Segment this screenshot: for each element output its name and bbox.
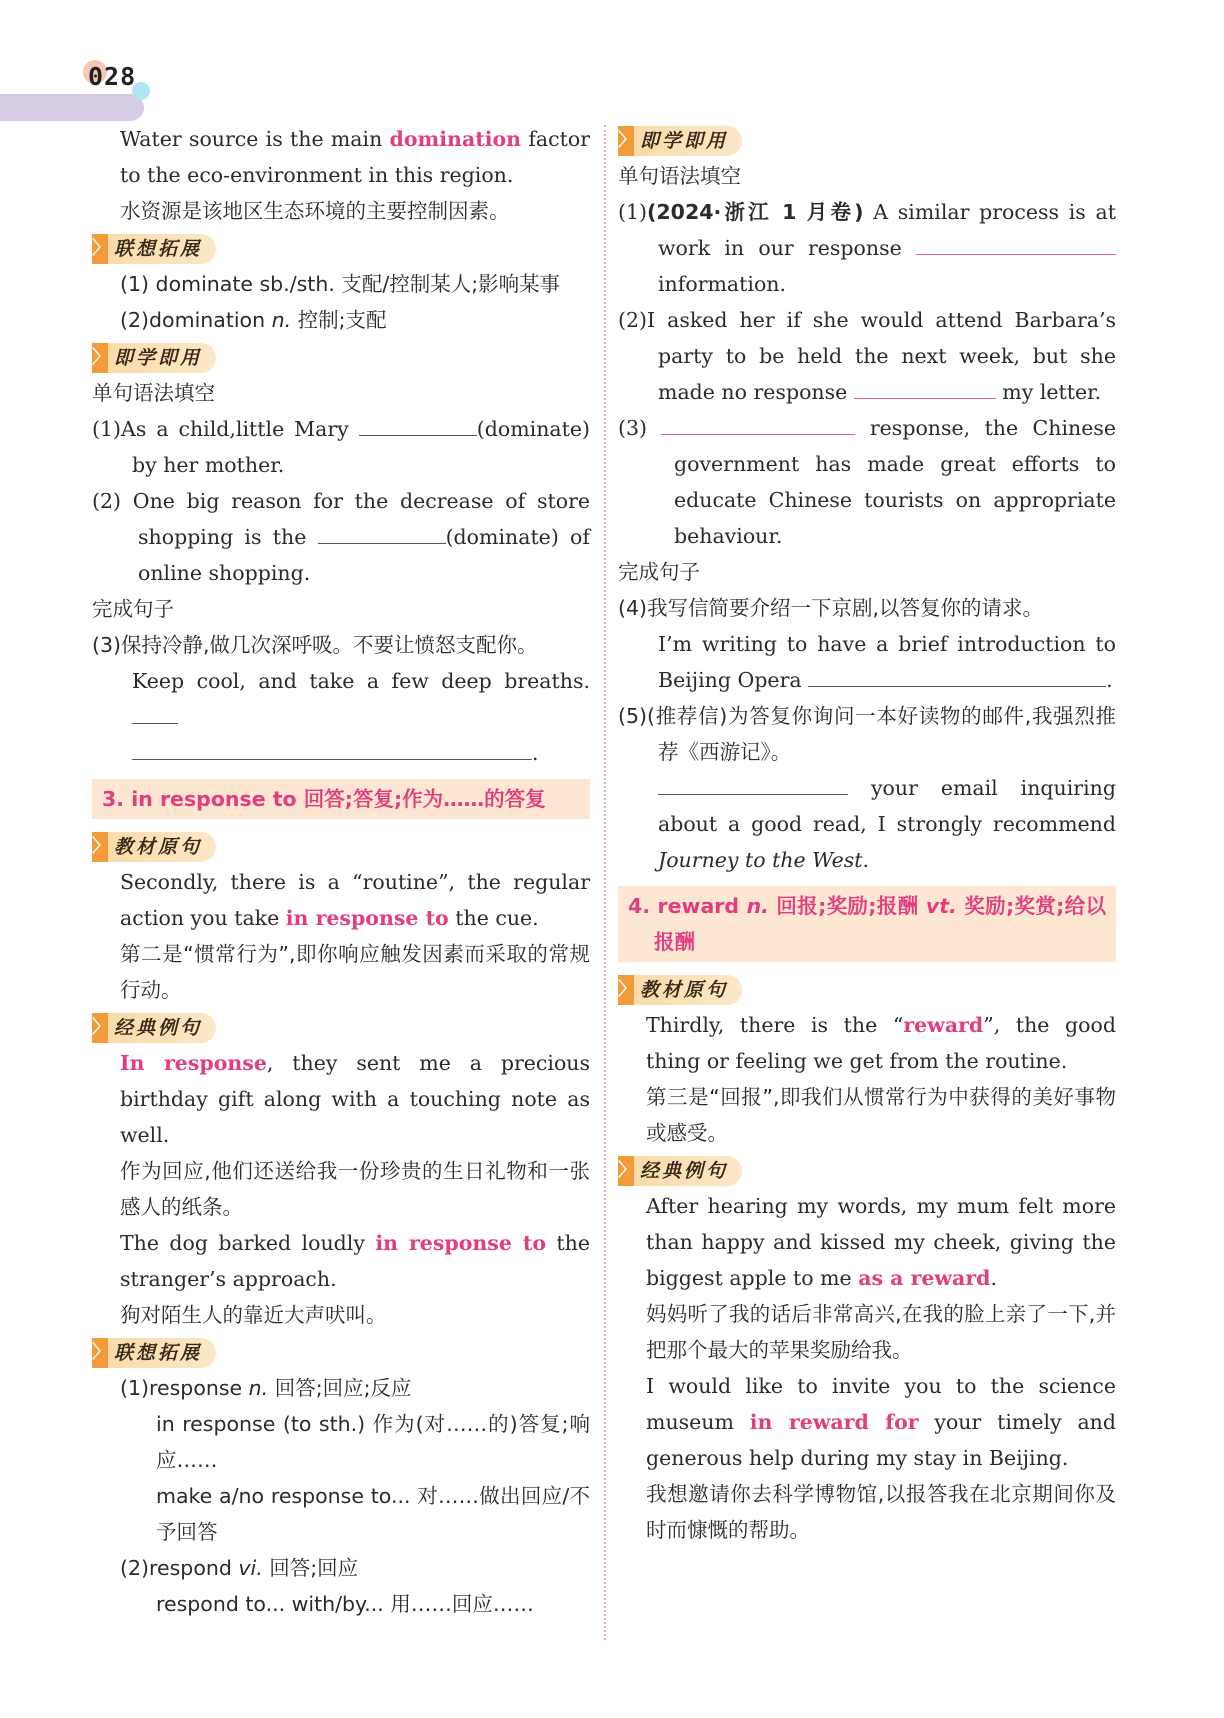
extension-detail: make a/no response to... 对……做出回应/不予回答 [156,1484,590,1544]
example-sentence: The dog barked loudly in response to the stranger’s approach. [120,1231,590,1291]
example-sentence: I would like to invite you to the science museum in reward for your timely and generous help during my stay in Beijing. [646,1374,1116,1470]
exercise-title: 单句语法填空 [618,164,741,188]
exercise-item: (5)(推荐信)为答复你询问一本好读物的邮件,我强烈推荐《西游记》。 [618,704,1116,764]
example-translation: 作为回应,他们还送给我一份珍贵的生日礼物和一张感人的纸条。 [120,1159,590,1219]
exercise-item-en: I’m writing to have a brief introduction to Beijing Opera . [658,632,1116,692]
exercise-item: (1)As a child,little Mary (dominate) by her mother. [92,411,590,483]
textbook-translation: 第二是“惯常行为”,即你响应触发因素而采取的常规行动。 [120,942,590,1002]
exercise-title: 单句语法填空 [92,381,215,405]
answer-blank[interactable] [661,410,855,435]
exercise-item: (3)保持冷静,做几次深呼吸。不要让愤怒支配你。 [92,633,538,657]
exercise-item: (2) One big reason for the decrease of store shopping is the (dominate) of online shopping. [92,489,590,585]
example-sentence: After hearing my words, my mum felt more than happy and kissed my cheek, giving the biggest apple to me as a reward. [646,1194,1116,1290]
right-column [618,121,1116,1548]
chevron-icon: 〉 [618,126,634,156]
exercise-item: (4)我写信简要介绍一下京剧,以答复你的请求。 [618,596,1044,620]
answer-blank[interactable] [916,230,1116,255]
textbook-sentence: Secondly, there is a “routine”, the regular action you take in response to the cue. [120,870,590,930]
answer-blank[interactable] [132,735,532,760]
exercise-item: (1)(2024·浙江 1 月卷) A similar process is at work in our response information. [618,200,1116,296]
section-tag: 〉 经典例句 [618,1156,742,1186]
chevron-icon: 〉 [618,1156,634,1186]
extension-detail: in response (to sth.) 作为(对……的)答复;响应…… [156,1412,590,1472]
extension-item: (1)response n. 回答;回应;反应 [120,1376,412,1400]
highlight: domination [389,127,522,151]
page-number: 028 [88,62,137,91]
answer-blank[interactable] [808,662,1106,687]
example-sentence: In response, they sent me a precious birthday gift along with a touching note as well. [120,1051,591,1147]
exercise-title: 完成句子 [618,560,700,584]
extension-item: (1) dominate sb./sth. 支配/控制某人;影响某事 [120,272,561,296]
section-tag: 〉 经典例句 [92,1013,216,1043]
chevron-icon: 〉 [92,832,108,862]
exercise-title: 完成句子 [92,597,174,621]
exercise-item: (2)I asked her if she would attend Barbara’s party to be held the next week, but she made no response my letter. [618,308,1116,404]
section-tag: 〉 教材原句 [618,975,742,1005]
column-divider [604,125,606,1640]
vocab-heading-box: 4. reward n. 回报;奖励;报酬 vt. 奖励;奖赏;给以报酬 [618,886,1116,962]
chevron-icon: 〉 [92,343,108,373]
section-tag: 〉 即学即用 [618,126,742,156]
extension-item: (2)domination n. 控制;支配 [120,308,387,332]
vocab-heading-box: 3. in response to 回答;答复;作为……的答复 [92,779,590,819]
chevron-icon: 〉 [618,975,634,1005]
intro-translation: 水资源是该地区生态环境的主要控制因素。 [120,199,510,223]
textbook-sentence: Thirdly, there is the “reward”, the good thing or feeling we get from the routine. [646,1013,1116,1073]
textbook-translation: 第三是“回报”,即我们从惯常行为中获得的美好事物或感受。 [646,1085,1116,1145]
example-translation: 我想邀请你去科学博物馆,以报答我在北京期间你及时而慷慨的帮助。 [646,1482,1116,1542]
section-tag: 〉 教材原句 [92,832,216,862]
section-tag: 〉 即学即用 [92,343,216,373]
chevron-icon: 〉 [92,234,108,264]
answer-blank[interactable] [658,770,848,795]
answer-blank[interactable] [359,411,477,436]
exercise-item-en: Keep cool, and take a few deep breaths. . [132,669,590,765]
intro-sentence: Water source is the main domination factor to the eco-environment in this region. [120,127,590,187]
exercise-item: (3) response, the Chinese government has made great efforts to educate Chinese tourists on appropriate behaviour. [618,410,1116,554]
answer-blank[interactable] [132,699,178,724]
section-tag: 〉 联想拓展 [92,234,216,264]
answer-blank[interactable] [318,519,446,544]
chevron-icon: 〉 [92,1013,108,1043]
extension-detail: respond to... with/by... 用……回应…… [156,1592,534,1616]
exercise-item-en: your email inquiring about a good read, I strongly recommend Journey to the West. [618,770,1116,878]
example-translation: 狗对陌生人的靠近大声吠叫。 [120,1303,387,1327]
answer-blank[interactable] [854,374,996,399]
example-translation: 妈妈听了我的话后非常高兴,在我的脸上亲了一下,并把那个最大的苹果奖励给我。 [646,1302,1116,1362]
chevron-icon: 〉 [92,1338,108,1368]
page-number-bar [0,94,144,121]
section-tag: 〉 联想拓展 [92,1338,216,1368]
extension-item: (2)respond vi. 回答;回应 [120,1556,359,1580]
left-column [92,121,590,1622]
